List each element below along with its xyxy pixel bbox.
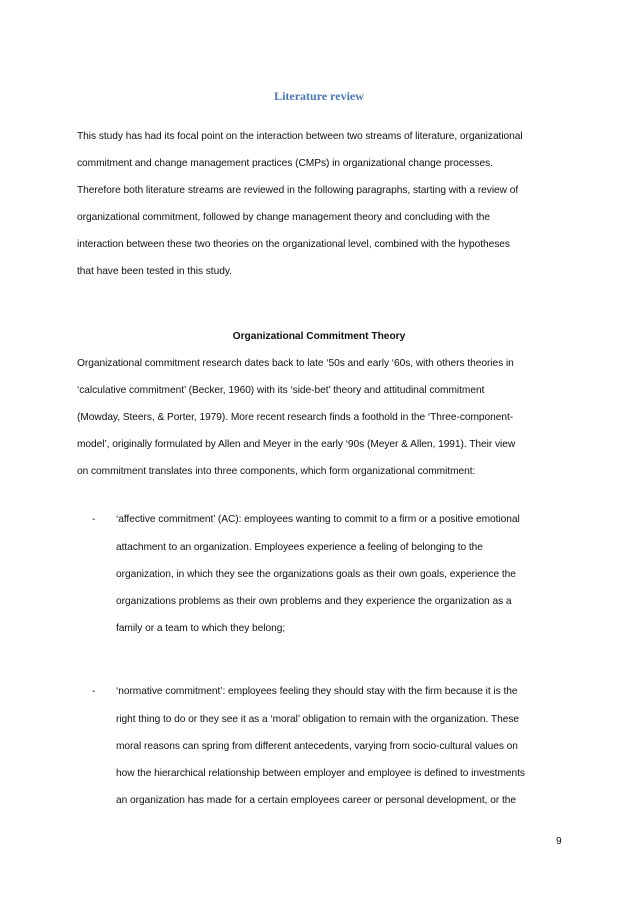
bullet-marker: -: [92, 686, 96, 697]
page-number: 9: [556, 836, 562, 847]
bullet-line: ‘normative commitment’: employees feeling they should stay with the firm because it is the: [116, 686, 518, 697]
bullet-line: organization, in which they see the organizations goals as their own goals, experience the: [116, 569, 516, 580]
section-line: Organizational commitment research dates back to late ‘50s and early ‘60s, with others theories in: [77, 358, 514, 369]
bullet-line: attachment to an organization. Employees experience a feeling of belonging to the: [116, 542, 483, 553]
bullet-line: right thing to do or they see it as a ‘moral’ obligation to remain with the organization. These: [116, 714, 519, 725]
bullet-line: ‘affective commitment’ (AC): employees wanting to commit to a firm or a positive emotional: [116, 514, 520, 525]
section-line: on commitment translates into three components, which form organizational commitment:: [77, 466, 476, 477]
page-title: Literature review: [274, 89, 364, 103]
intro-line: This study has had its focal point on the interaction between two streams of literature, organizational: [77, 131, 523, 142]
section-line: model’, originally formulated by Allen and Meyer in the early ‘90s (Meyer & Allen, 1991). Their view: [77, 439, 516, 450]
bullet-marker: -: [92, 514, 96, 525]
intro-line: interaction between these two theories on the organizational level, combined with the hypotheses: [77, 239, 510, 250]
intro-line: organizational commitment, followed by change management theory and concluding with the: [77, 212, 491, 223]
bullet-line: how the hierarchical relationship between employer and employee is defined to investments: [116, 768, 525, 779]
bullet-line: organizations problems as their own problems and they experience the organization as a: [116, 596, 512, 607]
intro-line: Therefore both literature streams are reviewed in the following paragraphs, starting with a review of: [77, 185, 519, 196]
section-line: (Mowday, Steers, & Porter, 1979). More recent research finds a foothold in the ‘Three-component-: [77, 412, 514, 423]
bullet-line: family or a team to which they belong;: [116, 623, 286, 634]
section-line: ‘calculative commitment’ (Becker, 1960) with its ‘side-bet’ theory and attitudinal commitment: [77, 385, 485, 396]
intro-line: that have been tested in this study.: [77, 266, 232, 277]
intro-line: commitment and change management practices (CMPs) in organizational change processes.: [77, 158, 493, 169]
bullet-line: an organization has made for a certain employees career or personal development, or the: [116, 795, 516, 806]
bullet-line: moral reasons can spring from different antecedents, varying from socio-cultural values on: [116, 741, 518, 752]
section-heading: Organizational Commitment Theory: [232, 331, 406, 342]
